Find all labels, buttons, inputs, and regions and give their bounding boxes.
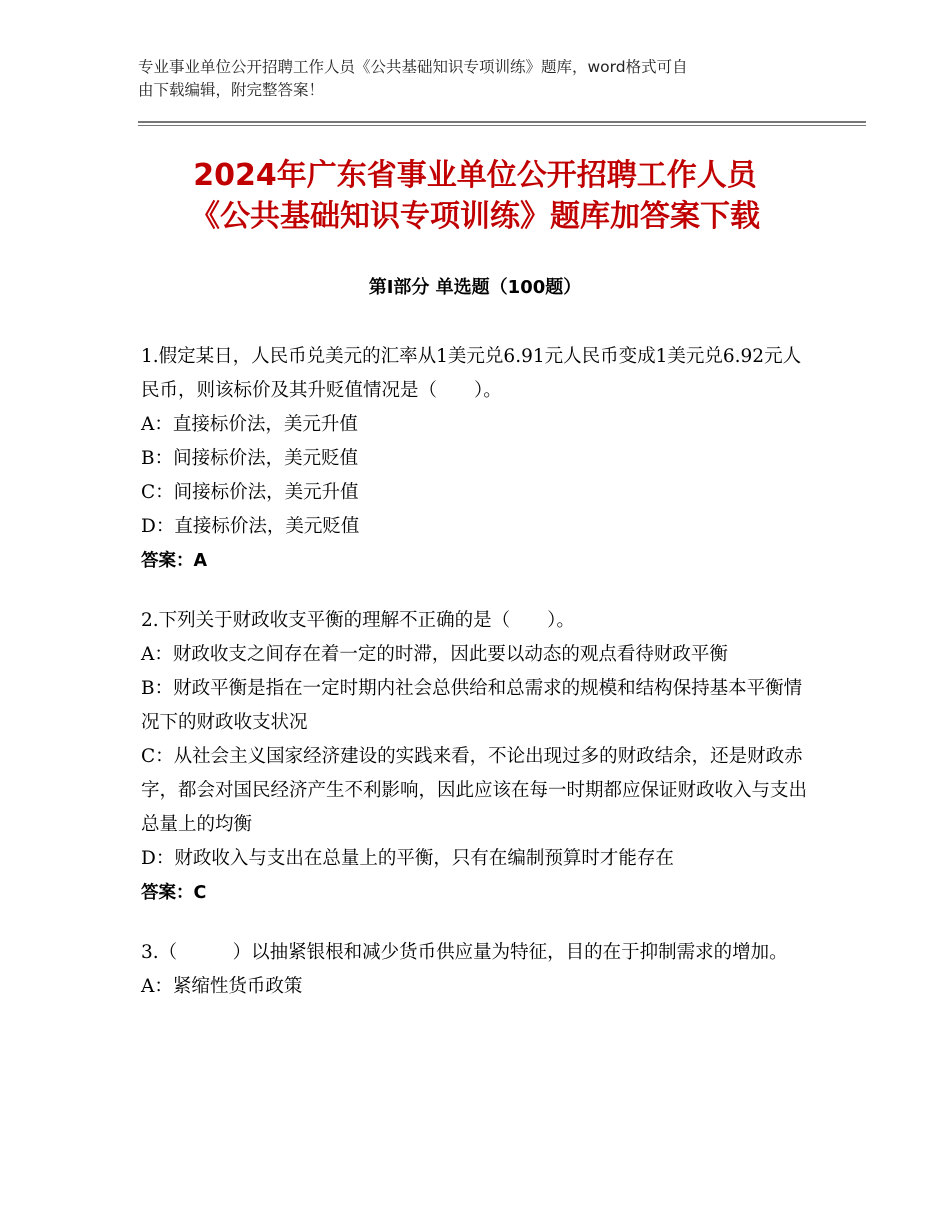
header-line-2: 由下载编辑，附完整答案！ (138, 81, 325, 99)
option-a: A：财政收支之间存在着一定的时滞，因此要以动态的观点看待财政平衡 (141, 644, 728, 665)
question-stem: 1.假定某日，人民币兑美元的汇率从1美元兑6.91元人民币变成1美元兑6.92元人民币，则该标价及其升贬值情况是（ ）。 (141, 346, 802, 401)
option-d: D：财政收入与支出在总量上的平衡，只有在编制预算时才能存在 (141, 848, 674, 869)
option-d: D：直接标价法，美元贬值 (141, 516, 360, 537)
question-stem: 3.（ ）以抽紧银根和减少货币供应量为特征，目的在于抑制需求的增加。 (141, 942, 788, 963)
page-header (138, 56, 818, 102)
title-line-2: 《公共基础知识专项训练》题库加答案下载 (190, 199, 760, 234)
header-divider-thick (138, 121, 866, 123)
question-3 (141, 936, 811, 1004)
option-b: B：财政平衡是指在一定时期内社会总供给和总需求的规模和结构保持基本平衡情况下的财政收支状况 (141, 678, 803, 733)
section-title: 第Ⅰ部分 单选题（100题） (368, 277, 582, 298)
question-list (141, 340, 811, 1030)
option-a: A：紧缩性货币政策 (141, 976, 303, 997)
document-title (100, 155, 850, 237)
header-divider-thin (138, 125, 866, 126)
question-stem: 2.下列关于财政收支平衡的理解不正确的是（ ）。 (141, 610, 575, 631)
option-c: C：从社会主义国家经济建设的实践来看，不论出现过多的财政结余，还是财政赤字，都会对国民经济产生不利影响，因此应该在每一时期都应保证财政收入与支出总量上的均衡 (141, 746, 808, 835)
question-1 (141, 340, 811, 578)
answer-label: 答案：A (141, 551, 208, 571)
answer-label: 答案：C (141, 883, 207, 903)
option-a: A：直接标价法，美元升值 (141, 414, 358, 435)
option-c: C：间接标价法，美元升值 (141, 482, 359, 503)
title-line-1: 2024年广东省事业单位公开招聘工作人员 (193, 158, 757, 193)
question-2 (141, 604, 811, 910)
header-line-1: 专业事业单位公开招聘工作人员《公共基础知识专项训练》题库，word格式可自 (138, 58, 688, 76)
option-b: B：间接标价法，美元贬值 (141, 448, 359, 469)
